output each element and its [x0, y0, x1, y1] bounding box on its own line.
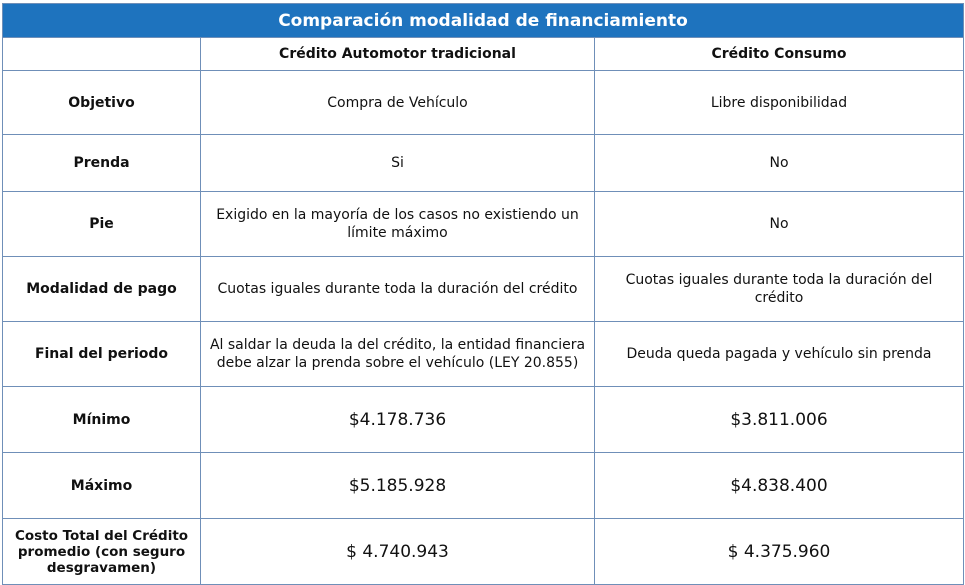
cell-auto: Al saldar la deuda la del crédito, la entidad financiera debe alzar la prenda sobre el vehículo (LEY 20.855) — [201, 322, 595, 387]
cell-consumo: No — [595, 135, 964, 192]
cell-consumo: Cuotas iguales durante toda la duración del crédito — [595, 257, 964, 322]
row-label: Final del periodo — [3, 322, 201, 387]
cell-auto: Cuotas iguales durante toda la duración del crédito — [201, 257, 595, 322]
row-label: Costo Total del Crédito promedio (con seguro desgravamen) — [3, 519, 201, 585]
cell-consumo: $3.811.006 — [595, 387, 964, 453]
cell-auto: $5.185.928 — [201, 453, 595, 519]
row-label: Objetivo — [3, 71, 201, 135]
cell-consumo: $ 4.375.960 — [595, 519, 964, 585]
cell-consumo: Libre disponibilidad — [595, 71, 964, 135]
table-row — [3, 135, 964, 192]
cell-auto: $4.178.736 — [201, 387, 595, 453]
header-credito-automotor: Crédito Automotor tradicional — [201, 38, 595, 71]
row-label: Prenda — [3, 135, 201, 192]
header-credito-consumo: Crédito Consumo — [595, 38, 964, 71]
title-row — [3, 4, 964, 38]
cell-consumo: Deuda queda pagada y vehículo sin prenda — [595, 322, 964, 387]
cell-auto: Exigido en la mayoría de los casos no existiendo un límite máximo — [201, 192, 595, 257]
table-row — [3, 387, 964, 453]
cell-consumo: No — [595, 192, 964, 257]
row-label: Pie — [3, 192, 201, 257]
cell-auto: Compra de Vehículo — [201, 71, 595, 135]
table-row — [3, 257, 964, 322]
table-row — [3, 71, 964, 135]
row-label: Modalidad de pago — [3, 257, 201, 322]
table-row — [3, 192, 964, 257]
cell-auto: Si — [201, 135, 595, 192]
header-empty — [3, 38, 201, 71]
row-label: Máximo — [3, 453, 201, 519]
table-row — [3, 519, 964, 585]
comparison-table — [2, 3, 964, 585]
cell-auto: $ 4.740.943 — [201, 519, 595, 585]
table-row — [3, 453, 964, 519]
table-row — [3, 322, 964, 387]
row-label: Mínimo — [3, 387, 201, 453]
table-title: Comparación modalidad de financiamiento — [3, 4, 964, 38]
header-row — [3, 38, 964, 71]
cell-consumo: $4.838.400 — [595, 453, 964, 519]
